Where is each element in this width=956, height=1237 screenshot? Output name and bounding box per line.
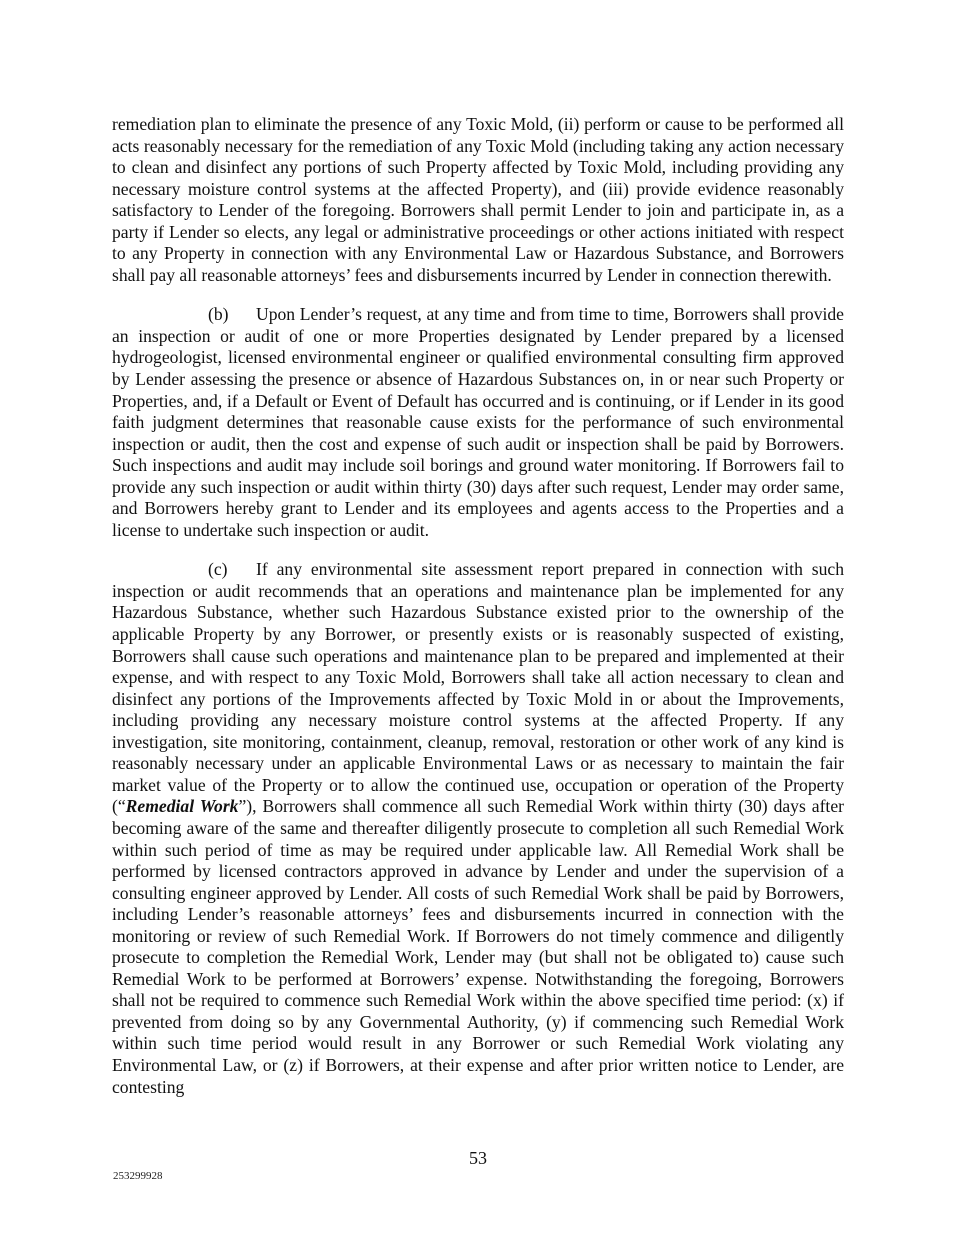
paragraph-text-after: ”), Borrowers shall commence all such Remedial Work within thirty (30) days after becoming aware of the same and thereafter diligently prosecute to completion all such Remedial Work within such period of time as may be required under applicable law. All Remedial Work shall be performed by licensed contractors approved in advance by Lender and under the supervision of a consulting engineer approved by Lender. All costs of such Remedial Work shall be paid by Borrowers, including Lender’s reasonable attorneys’ fees and disbursements incurred in connection with the monitoring or review of such Remedial Work. If Borrowers do not timely commence and diligently prosecute to completion the Remedial Work, Lender may (but shall not be obligated to) cause such Remedial Work to be performed at Borrowers’ expense. Notwithstanding the foregoing, Borrowers shall not be required to commence such Remedial Work within the above specified time period: (x) if prevented from doing so by any Governmental Authority, (y) if commencing such Remedial Work within such time period would result in any Borrower or such Remedial Work violating any Environmental Law, or (z) if Borrowers, at their expense and after prior written notice to Lender, are contesting: [112, 796, 844, 1097]
paragraph-text: remediation plan to eliminate the presence of any Toxic Mold, (ii) perform or cause to be performed all acts reasonably necessary for the remediation of any Toxic Mold (including taking any action necessary to clean and disinfect any portions of such Property affected by Toxic Mold, including providing any necessary moisture control systems at the affected Property), and (iii) provide evidence reasonably satisfactory to Lender of the foregoing. Borrowers shall permit Lender to join and participate in, as a party if Lender so elects, any legal or administrative proceedings or other actions initiated with respect to any Property in connection with any Environmental Law or Hazardous Substance, and Borrowers shall pay all reasonable attorneys’ fees and disbursements incurred by Lender in connection therewith.: [112, 114, 844, 285]
paragraph-label: (c): [208, 559, 228, 580]
paragraph-label: (b): [208, 304, 229, 325]
defined-term: Remedial Work: [125, 796, 239, 817]
page-number: 53: [469, 1148, 487, 1168]
paragraph-c: [112, 559, 844, 1098]
paragraph-continuation: [112, 114, 844, 286]
paragraph-text: Upon Lender’s request, at any time and from time to time, Borrowers shall provide an inspection or audit of one or more Properties designated by Lender prepared by a licensed hydrogeologist, licensed environmental engineer or qualified environmental consulting firm approved by Lender assessing the presence or absence of Hazardous Substances on, in or near such Property or Properties, and, if a Default or Event of Default has occurred and is continuing, or if Lender in its good faith judgment determines that reasonable cause exists for the performance of such environmental inspection or audit, then the cost and expense of such audit or inspection shall be paid by Borrowers. Such inspections and audit may include soil borings and ground water monitoring. If Borrowers fail to provide any such inspection or audit within thirty (30) days after such request, Lender may order same, and Borrowers hereby grant to Lender and its employees and agents access to the Properties and a license to undertake such inspection or audit.: [112, 304, 844, 540]
paragraph-b: [112, 304, 844, 541]
document-id: 253299928: [113, 1170, 163, 1182]
paragraph-text-before: If any environmental site assessment report prepared in connection with such inspection or audit recommends that an operations and maintenance plan be implemented for any Hazardous Substance, whether such Hazardous Substance existed prior to the ownership of the applicable Property by any Borrower, or presently exists or is reasonably suspected of existing, Borrowers shall cause such operations and maintenance plan to be prepared and implemented at their expense, and with respect to any Toxic Mold, Borrowers shall take all action necessary to clean and disinfect any portions of the Improvements affected by Toxic Mold in or about the Improvements, including providing any necessary moisture control systems at the affected Property. If any investigation, site monitoring, containment, cleanup, removal, restoration or other work of any kind is reasonably necessary under an applicable Environmental Laws or as necessary to maintain the fair market value of the Property or to allow the continued use, occupation or operation of the Property (“: [112, 559, 844, 817]
document-body: [112, 114, 844, 1116]
